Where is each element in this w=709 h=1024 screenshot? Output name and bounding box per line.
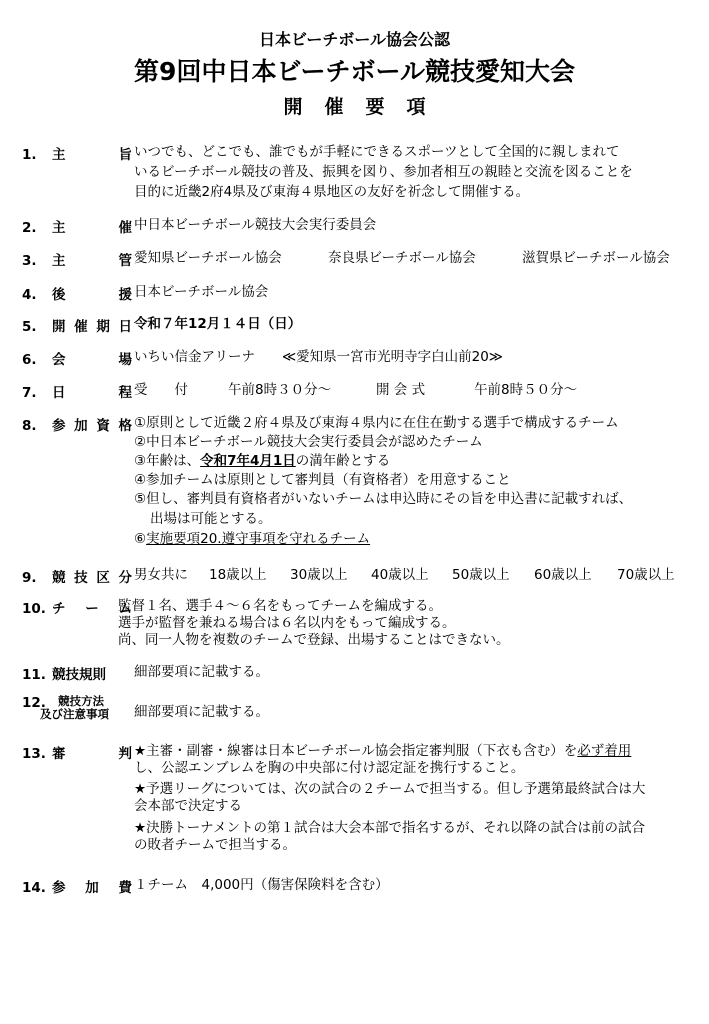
section-2-number: 2. xyxy=(22,220,37,236)
division-30: 30歳以上 xyxy=(290,567,348,583)
section-4-title: 後援 xyxy=(52,287,132,303)
section-9-title: 競技区分 xyxy=(52,570,132,586)
document-subtitle: 開催要項 xyxy=(283,96,448,118)
section-8-label xyxy=(22,414,134,434)
section-6-title: 会場 xyxy=(52,352,132,368)
section-4-number: 4. xyxy=(22,287,37,303)
section-5-title: 開催期日 xyxy=(52,319,132,335)
section-10-line-2: 選手が監督を兼ねる場合は６名以内をもって編成する。 xyxy=(118,615,456,631)
item-6-mark: ⑥ xyxy=(134,531,147,547)
section-1-line-2: いるビーチボール競技の普及、振興を図り、参加者相互の親睦と交流を図ることを xyxy=(134,164,633,180)
section-8-line-3 xyxy=(134,452,390,470)
section-6-address: ≪愛知県一宮市光明寺字白山前20≫ xyxy=(282,349,503,365)
section-1-line-3: 目的に近畿2府4県及び東海４県地区の友好を祈念して開催する。 xyxy=(134,184,530,200)
section-8-line-2: ②中日本ビーチボール競技大会実行委員会が認めたチーム xyxy=(134,434,483,450)
section-12-title xyxy=(40,694,134,721)
division-50: 50歳以上 xyxy=(452,567,510,583)
age-rule-prefix: ③年齢は、 xyxy=(134,453,201,469)
section-13-para-2-line-2: 会本部で決定する xyxy=(134,798,242,814)
section-13-label xyxy=(22,742,134,762)
section-13-para-1-line-2: し、公認エンブレムを胸の中央部に付け認定証を携行すること。 xyxy=(134,760,525,776)
section-12-title-line-1: 競技方法 xyxy=(58,694,104,708)
section-7-opening-time: 午前8時５０分～ xyxy=(474,382,578,398)
section-1-title: 主旨 xyxy=(52,147,132,163)
section-13-para-1-line-1 xyxy=(134,742,631,760)
section-14-title: 参加費 xyxy=(52,880,132,896)
section-12-label xyxy=(22,695,134,721)
section-8-line-4: ④参加チームは原則として審判員（有資格者）を用意すること xyxy=(134,472,511,488)
section-3-number: 3. xyxy=(22,253,37,269)
section-14-text: １チーム 4,000円（傷害保険料を含む） xyxy=(134,877,389,893)
section-3-title: 主管 xyxy=(52,253,132,269)
section-13-para-2-line-1: ★予選リーグについては、次の試合の２チームで担当する。但し予選第最終試合は大 xyxy=(134,781,646,797)
section-8-line-6: 出場は可能とする。 xyxy=(150,511,272,527)
section-7-reception-time: 午前8時３０分～ xyxy=(228,382,332,398)
division-70: 70歳以上 xyxy=(617,567,675,583)
section-8-line-7 xyxy=(134,530,370,548)
document-title: 第9回中日本ビーチボール競技愛知大会 xyxy=(134,57,575,86)
section-7-reception-label: 受 付 xyxy=(134,382,188,398)
division-60: 60歳以上 xyxy=(534,567,592,583)
section-11-text: 細部要項に記載する。 xyxy=(134,664,269,680)
division-18: 18歳以上 xyxy=(209,567,267,583)
section-6-label xyxy=(22,348,134,368)
compliance-reference: 実施要項20.遵守事項を守れるチーム xyxy=(146,531,371,547)
section-12-text: 細部要項に記載する。 xyxy=(134,704,269,720)
section-9-prefix: 男女共に xyxy=(134,567,188,583)
section-3-organizer-2: 奈良県ビーチボール協会 xyxy=(328,250,476,266)
section-6-venue: いちい信金アリーナ xyxy=(134,349,255,365)
section-8-line-5: ⑤但し、審判員有資格者がいないチームは申込時にその旨を申込書に記載すれば、 xyxy=(134,491,633,507)
section-14-label xyxy=(22,876,134,896)
section-1-label xyxy=(22,143,134,163)
section-7-opening-label: 開 会 式 xyxy=(376,382,426,398)
section-2-text: 中日本ビーチボール競技大会実行委員会 xyxy=(134,217,377,233)
section-11-title: 競技規則 xyxy=(52,667,106,683)
age-rule-suffix: の満年齢とする xyxy=(295,453,391,469)
section-1-number: 1. xyxy=(22,147,37,163)
section-10-line-1: 監督１名、選手４～６名をもってチームを編成する。 xyxy=(118,598,442,614)
section-14-number: 14. xyxy=(22,880,46,896)
section-5-date: 令和７年12月１４日（日） xyxy=(134,316,302,332)
section-3-organizer-3: 滋賀県ビーチボール協会 xyxy=(522,250,670,266)
section-12-number: 12. xyxy=(22,695,46,711)
section-7-title: 日程 xyxy=(52,385,132,401)
section-7-label xyxy=(22,381,134,401)
section-2-label xyxy=(22,216,134,236)
division-40: 40歳以上 xyxy=(371,567,429,583)
section-1-line-1: いつでも、どこでも、誰でもが手軽にできるスポーツとして全国的に親しまれて xyxy=(134,144,620,160)
section-9-label xyxy=(22,566,134,586)
section-10-number: 10. xyxy=(22,601,46,617)
section-13-para-3-line-2: の敗者チームで担当する。 xyxy=(134,837,296,853)
mandatory-wear: 必ず着用 xyxy=(577,743,632,759)
uniform-rule: ★主審・副審・線審は日本ビーチボール協会指定審判服（下衣も含む）を xyxy=(134,743,578,759)
section-8-title: 参加資格 xyxy=(52,418,132,434)
section-5-label xyxy=(22,315,134,335)
section-2-title: 主催 xyxy=(52,220,132,236)
section-9-number: 9. xyxy=(22,570,37,586)
certification-line: 日本ビーチボール協会公認 xyxy=(258,30,451,49)
section-4-text: 日本ビーチボール協会 xyxy=(134,284,269,300)
section-13-number: 13. xyxy=(22,746,46,762)
section-13-para-3-line-1: ★決勝トーナメントの第１試合は大会本部で指名するが、それ以降の試合は前の試合 xyxy=(134,820,646,836)
section-8-number: 8. xyxy=(22,418,37,434)
section-4-label xyxy=(22,283,134,303)
section-10-title: チーム xyxy=(52,601,132,617)
section-5-number: 5. xyxy=(22,319,37,335)
section-6-number: 6. xyxy=(22,352,37,368)
section-13-title: 審判 xyxy=(52,746,132,762)
section-3-label xyxy=(22,249,134,269)
section-7-number: 7. xyxy=(22,385,37,401)
section-11-label xyxy=(22,663,134,683)
age-reference-date: 令和7年4月1日 xyxy=(200,453,296,469)
section-10-line-3: 尚、同一人物を複数のチームで登録、出場することはできない。 xyxy=(118,632,510,648)
section-8-line-1: ①原則として近畿２府４県及び東海４県内に在住在勤する選手で構成するチーム xyxy=(134,415,619,431)
section-11-number: 11. xyxy=(22,667,46,683)
section-12-title-line-2: 及び注意事項 xyxy=(40,707,109,721)
section-3-organizer-1: 愛知県ビーチボール協会 xyxy=(134,250,282,266)
